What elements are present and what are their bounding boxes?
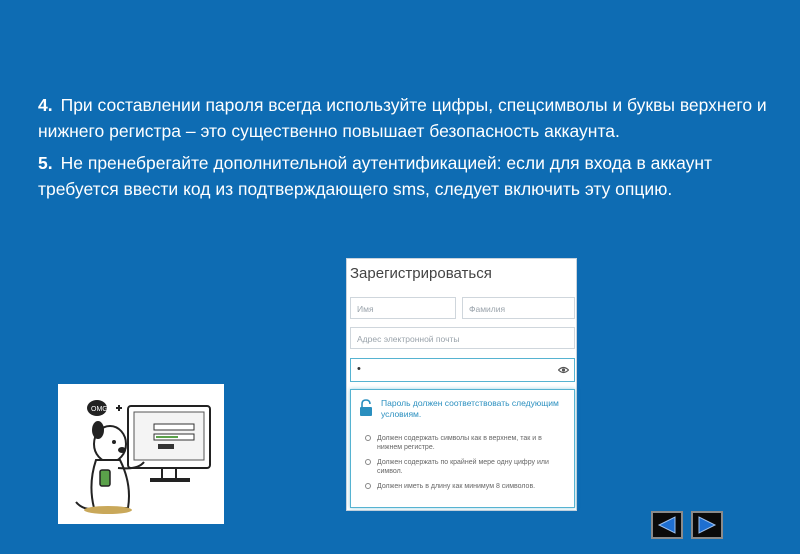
paragraph-4 <box>38 92 768 144</box>
paragraph-text: Не пренебрегайте дополнительной аутентификацией: если для входа в аккаунт требуется ввести код из подтверждающего sms, следует включить эту опцию. <box>38 153 713 199</box>
hint-title: Пароль должен соответствовать следующим условиям. <box>381 398 559 419</box>
hint-rules-list <box>363 434 568 497</box>
registration-form <box>346 258 577 511</box>
email-field[interactable]: Адрес электронной почты <box>350 327 575 349</box>
eye-icon[interactable] <box>558 365 569 377</box>
dog-at-computer-illustration <box>58 384 224 524</box>
triangle-right-icon <box>697 516 717 534</box>
paragraph-text: При составлении пароля всегда используйте цифры, спецсимволы и буквы верхнего и нижнего регистра – это существенно повышает безопасность аккаунта. <box>38 95 767 141</box>
password-value: • <box>357 363 361 375</box>
form-title: Зарегистрироваться <box>350 265 492 282</box>
hint-rule-text: Должен иметь в длину как минимум 8 символов. <box>377 483 536 490</box>
chat-bubble-text: OMG <box>91 406 108 413</box>
hint-rule-text: Должен содержать символы как в верхнем, так и в нижнем регистре. <box>377 435 542 451</box>
next-slide-button[interactable] <box>691 511 723 539</box>
circle-bullet-icon <box>365 435 371 441</box>
circle-bullet-icon <box>365 459 371 465</box>
hint-rule <box>363 434 568 452</box>
paragraph-5 <box>38 150 768 202</box>
lock-icon <box>359 399 373 422</box>
password-field[interactable] <box>350 358 575 382</box>
triangle-left-icon <box>657 516 677 534</box>
hint-rule <box>363 458 568 476</box>
paragraph-number: 5. <box>38 153 53 173</box>
hint-rule-text: Должен содержать по крайней мере одну цифру или символ. <box>377 459 549 475</box>
first-name-field[interactable]: Имя <box>350 297 456 319</box>
previous-slide-button[interactable] <box>651 511 683 539</box>
hint-rule <box>363 482 568 491</box>
slide-text <box>38 92 768 208</box>
last-name-field[interactable]: Фамилия <box>462 297 575 319</box>
circle-bullet-icon <box>365 483 371 489</box>
paragraph-number: 4. <box>38 95 53 115</box>
password-hint-popup <box>350 389 575 508</box>
